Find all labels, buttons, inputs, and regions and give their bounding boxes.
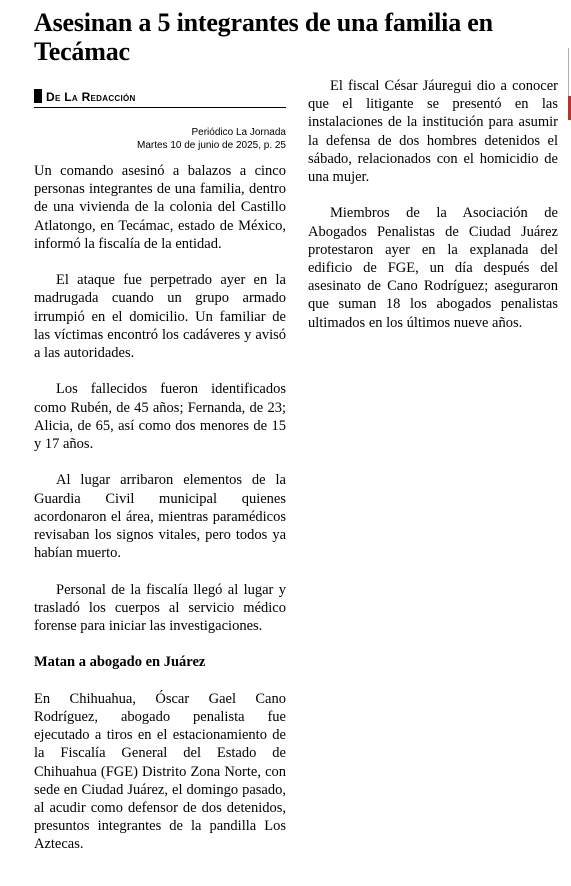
paragraph: Un comando asesinó a balazos a cinco personas integrantes de una familia, dentro de una vivienda de la colonia del Castillo Atlatongo, en Tecámac, estado de México, informó la fiscalía de la entidad. (34, 163, 286, 252)
headline: Asesinan a 5 integrantes de una familia en Tecámac (34, 8, 493, 66)
byline-bar (34, 88, 286, 108)
byline: De La Redacción (46, 90, 136, 104)
column-left (34, 162, 286, 872)
source-publication: Periódico La Jornada (191, 127, 286, 138)
paragraph: Al lugar arribaron elementos de la Guardia Civil municipal quienes acordonaron el área, mientras paramédicos revisaban los signos vitales, pero todos ya habían muerto. (34, 472, 286, 562)
source-info (34, 126, 286, 152)
paragraph: Los fallecidos fueron identificados como Rubén, de 45 años; Fernanda, de 23; Alicia, de 65, así como dos menores de 15 y 17 años. (34, 381, 286, 453)
subheading: Matan a abogado en Juárez (34, 654, 206, 671)
paragraph: El ataque fue perpetrado ayer en la madrugada cuando un grupo armado irrumpió en el domicilio. Un familiar de las víctimas encontró los cadáveres y avisó a las autoridades. (34, 272, 286, 362)
paragraph: Personal de la fiscalía llegó al lugar y trasladó los cuerpos al servicio médico forense para iniciar las investigaciones. (34, 581, 286, 635)
byline-marker (34, 89, 42, 103)
column-right (308, 77, 558, 350)
paragraph: En Chihuahua, Óscar Gael Cano Rodríguez, abogado penalista fue ejecutado a tiros en el estacionamiento de la Fiscalía General del Estado de Chihuahua (FGE) Distrito Zona Norte, con sede en Ciudad Juárez, el domingo pasado, al acudir como defensor de dos detenidos, presuntos integrantes de la pandilla Los Aztecas. (34, 690, 286, 853)
source-date: Martes 10 de junio de 2025, p. 25 (137, 140, 286, 151)
paragraph: El fiscal César Jáuregui dio a conocer que el litigante se presentó en las instalaciones de la institución para asumir la defensa de dos hombres detenidos el sábado, relacionados con el homicidio de una mujer. (308, 78, 558, 186)
paragraph: Miembros de la Asociación de Abogados Penalistas de Ciudad Juárez protestaron ayer en la explanada del edificio de FGE, un día después del asesinato de Cano Rodríguez; aseguraron que suman 18 los abogados penalistas ultimados en los últimos nueve años. (308, 205, 558, 331)
